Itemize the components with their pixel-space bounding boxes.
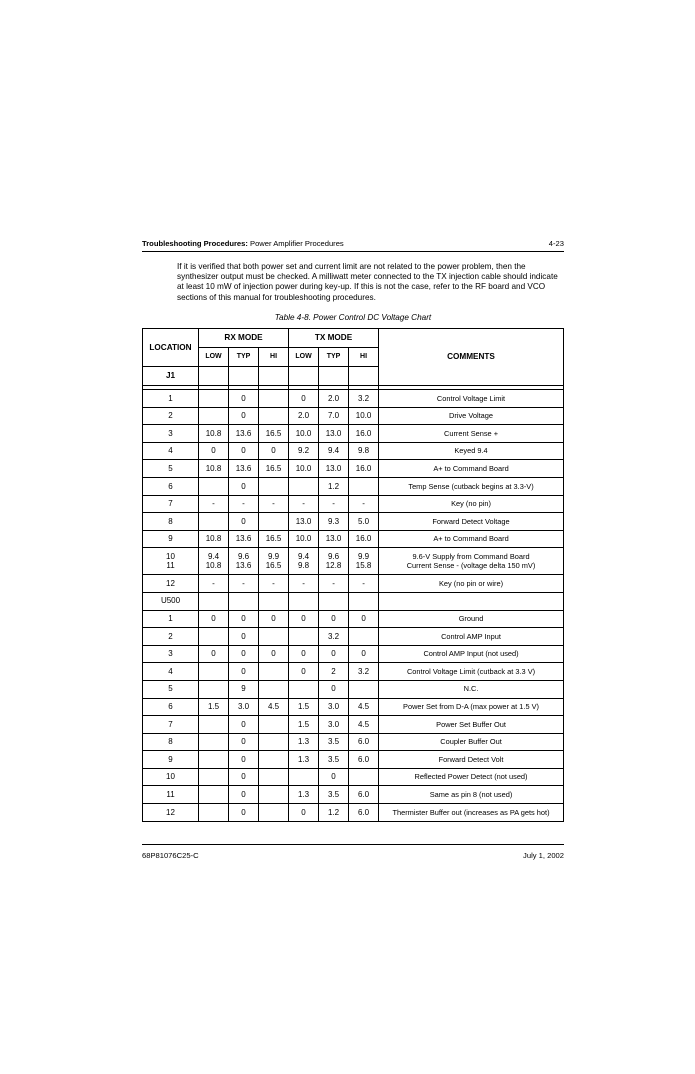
cell-tx-typ: 3.2 <box>319 628 349 646</box>
cell-tx-hi: 6.0 <box>349 733 379 751</box>
table-row <box>143 460 564 478</box>
cell-location: 3 <box>143 645 199 663</box>
cell-rx-typ: 9 <box>229 680 259 698</box>
cell-rx-typ: 0 <box>229 610 259 628</box>
cell-rx-typ: - <box>229 575 259 593</box>
cell-tx-hi <box>349 768 379 786</box>
table-body <box>143 386 564 822</box>
cell-rx-low <box>199 786 229 804</box>
cell-comment: Control AMP Input (not used) <box>379 645 564 663</box>
cell-tx-hi: 3.2 <box>349 390 379 408</box>
cell-tx-typ: 3.5 <box>319 751 349 769</box>
cell-tx-hi: - <box>349 575 379 593</box>
cell-rx-low: - <box>199 495 229 513</box>
table-row <box>143 680 564 698</box>
cell-tx-hi: 0 <box>349 610 379 628</box>
cell-comment: Key (no pin) <box>379 495 564 513</box>
cell-rx-hi <box>259 628 289 646</box>
cell-tx-typ: 13.0 <box>319 425 349 443</box>
page-footer <box>142 844 564 860</box>
cell-location: 3 <box>143 425 199 443</box>
cell-tx-low: 1.3 <box>289 733 319 751</box>
cell-tx-typ: - <box>319 575 349 593</box>
section-empty-cell <box>199 592 229 610</box>
section-empty-cell <box>319 367 349 386</box>
cell-rx-typ: 13.6 <box>229 425 259 443</box>
cell-tx-hi: 16.0 <box>349 460 379 478</box>
intro-paragraph: If it is verified that both power set and current limit are not related to the power problem, then the synthesizer output must be checked. A milliwatt meter connected to the TX injection cable should indicate at least 10 mW of injection power during key-up. If this is not the case, refer to the RF board and VCO sections of this manual for troubleshooting procedures. <box>177 262 558 302</box>
cell-comment-line: 9.6-V Supply from Command Board <box>412 551 530 561</box>
table-row <box>143 548 564 575</box>
cell-comment <box>379 548 564 575</box>
cell-rx-hi <box>259 407 289 425</box>
table-row <box>143 495 564 513</box>
section-empty-cell <box>199 367 229 386</box>
cell-comment: Temp Sense (cutback begins at 3.3-V) <box>379 477 564 495</box>
header-rx-typ: TYP <box>229 348 259 367</box>
cell-comment: Keyed 9.4 <box>379 442 564 460</box>
header-rx-hi: HI <box>259 348 289 367</box>
cell-tx-typ: 0 <box>319 645 349 663</box>
cell-tx-hi: 16.0 <box>349 530 379 548</box>
cell-rx-typ-line: 9.6 <box>237 551 250 561</box>
cell-rx-low <box>199 680 229 698</box>
section-empty-cell <box>289 592 319 610</box>
section-label: U500 <box>143 592 199 610</box>
cell-rx-typ: 0 <box>229 477 259 495</box>
cell-tx-typ: 0 <box>319 680 349 698</box>
cell-tx-typ: 13.0 <box>319 530 349 548</box>
cell-rx-hi-line: 9.9 <box>267 551 280 561</box>
cell-rx-typ: 0 <box>229 733 259 751</box>
cell-location: 5 <box>143 460 199 478</box>
footer-doc-number: 68P81076C25-C <box>142 851 199 860</box>
cell-tx-typ: 3.5 <box>319 733 349 751</box>
cell-tx-hi: - <box>349 495 379 513</box>
cell-tx-typ: 3.0 <box>319 716 349 734</box>
cell-tx-low: 10.0 <box>289 460 319 478</box>
section-empty-cell <box>289 367 319 386</box>
cell-tx-typ: 0 <box>319 768 349 786</box>
cell-tx-low <box>289 768 319 786</box>
cell-tx-hi: 0 <box>349 645 379 663</box>
cell-tx-low <box>289 680 319 698</box>
table-row <box>143 442 564 460</box>
cell-tx-low: 0 <box>289 663 319 681</box>
cell-tx-typ: 2.0 <box>319 390 349 408</box>
cell-tx-hi <box>349 477 379 495</box>
table-row <box>143 513 564 531</box>
section-empty-cell <box>319 592 349 610</box>
cell-location: 12 <box>143 804 199 822</box>
cell-tx-low: - <box>289 495 319 513</box>
cell-rx-low: 10.8 <box>199 425 229 443</box>
cell-tx-hi: 9.8 <box>349 442 379 460</box>
section-empty-cell <box>379 592 564 610</box>
cell-rx-hi <box>259 390 289 408</box>
cell-rx-typ: 3.0 <box>229 698 259 716</box>
cell-comment-line: Current Sense - (voltage delta 150 mV) <box>406 561 536 571</box>
voltage-chart-table <box>142 328 564 822</box>
cell-rx-hi <box>259 663 289 681</box>
cell-tx-typ: 3.0 <box>319 698 349 716</box>
cell-tx-low: 1.3 <box>289 751 319 769</box>
cell-comment: N.C. <box>379 680 564 698</box>
table-row <box>143 716 564 734</box>
cell-rx-low: 0 <box>199 645 229 663</box>
cell-tx-hi: 6.0 <box>349 751 379 769</box>
table-row <box>143 786 564 804</box>
cell-location: 4 <box>143 663 199 681</box>
cell-location: 12 <box>143 575 199 593</box>
cell-tx-low-line: 9.8 <box>297 561 310 571</box>
cell-rx-hi: - <box>259 495 289 513</box>
cell-tx-typ: 7.0 <box>319 407 349 425</box>
section-label-row <box>143 592 564 610</box>
cell-comment: Control Voltage Limit <box>379 390 564 408</box>
header-page-number: 4-23 <box>548 239 564 248</box>
section-empty-cell <box>349 592 379 610</box>
cell-rx-low: 0 <box>199 610 229 628</box>
cell-tx-hi <box>349 628 379 646</box>
cell-rx-low-line: 10.8 <box>205 561 222 571</box>
cell-rx-hi <box>259 768 289 786</box>
cell-rx-hi <box>259 804 289 822</box>
cell-location: 6 <box>143 477 199 495</box>
section-empty-cell <box>259 592 289 610</box>
cell-rx-low <box>199 407 229 425</box>
cell-tx-low: 13.0 <box>289 513 319 531</box>
cell-tx-typ: 13.0 <box>319 460 349 478</box>
cell-rx-hi: 0 <box>259 442 289 460</box>
cell-rx-hi-line: 16.5 <box>265 561 282 571</box>
cell-rx-typ: 13.6 <box>229 530 259 548</box>
section-label-j1: J1 <box>143 367 199 386</box>
cell-location: 10 <box>143 768 199 786</box>
cell-tx-typ: 3.5 <box>319 786 349 804</box>
cell-rx-typ: 0 <box>229 716 259 734</box>
cell-tx-typ <box>319 548 349 575</box>
cell-comment: Power Set Buffer Out <box>379 716 564 734</box>
cell-location: 8 <box>143 513 199 531</box>
table-row <box>143 768 564 786</box>
cell-rx-low <box>199 751 229 769</box>
cell-tx-hi <box>349 680 379 698</box>
header-comments: COMMENTS <box>379 329 564 386</box>
section-empty-cell <box>229 367 259 386</box>
cell-rx-typ: 0 <box>229 513 259 531</box>
cell-comment: Same as pin 8 (not used) <box>379 786 564 804</box>
cell-tx-typ-line: 9.6 <box>327 551 340 561</box>
table-row <box>143 645 564 663</box>
cell-rx-typ: 0 <box>229 768 259 786</box>
header-location: LOCATION <box>143 329 199 367</box>
cell-tx-low: 10.0 <box>289 530 319 548</box>
cell-tx-hi: 5.0 <box>349 513 379 531</box>
cell-rx-low <box>199 548 229 575</box>
cell-location: 11 <box>143 786 199 804</box>
cell-tx-hi <box>349 548 379 575</box>
cell-location: 9 <box>143 751 199 769</box>
table-row <box>143 804 564 822</box>
table-row <box>143 733 564 751</box>
cell-tx-low: - <box>289 575 319 593</box>
cell-tx-typ: 1.2 <box>319 477 349 495</box>
cell-location-line: 10 <box>166 551 175 561</box>
cell-tx-hi: 3.2 <box>349 663 379 681</box>
cell-rx-typ: 0 <box>229 442 259 460</box>
cell-rx-typ: - <box>229 495 259 513</box>
cell-tx-low <box>289 628 319 646</box>
table-row <box>143 610 564 628</box>
cell-rx-hi <box>259 477 289 495</box>
header-rx-mode: RX MODE <box>199 329 289 348</box>
table-row <box>143 698 564 716</box>
section-empty-cell <box>229 592 259 610</box>
cell-rx-low <box>199 804 229 822</box>
cell-comment: Current Sense + <box>379 425 564 443</box>
cell-rx-hi: 16.5 <box>259 530 289 548</box>
header-tx-hi: HI <box>349 348 379 367</box>
cell-rx-hi: 16.5 <box>259 460 289 478</box>
page-header <box>142 237 564 252</box>
cell-rx-typ: 0 <box>229 786 259 804</box>
cell-comment: Forward Detect Voltage <box>379 513 564 531</box>
cell-comment: A+ to Command Board <box>379 530 564 548</box>
cell-comment: Coupler Buffer Out <box>379 733 564 751</box>
cell-rx-low-line: 9.4 <box>207 551 220 561</box>
cell-rx-hi: 4.5 <box>259 698 289 716</box>
cell-tx-low-line: 9.4 <box>297 551 310 561</box>
cell-rx-hi <box>259 751 289 769</box>
cell-rx-low: 10.8 <box>199 460 229 478</box>
cell-comment: Control Voltage Limit (cutback at 3.3 V) <box>379 663 564 681</box>
cell-rx-typ: 0 <box>229 628 259 646</box>
cell-tx-low: 1.5 <box>289 716 319 734</box>
cell-rx-low <box>199 733 229 751</box>
table-row <box>143 628 564 646</box>
cell-tx-typ: 9.4 <box>319 442 349 460</box>
cell-location: 8 <box>143 733 199 751</box>
cell-location-line: 11 <box>166 561 175 571</box>
table-row <box>143 575 564 593</box>
cell-location <box>143 548 199 575</box>
table-row <box>143 425 564 443</box>
cell-rx-hi: - <box>259 575 289 593</box>
cell-rx-low <box>199 768 229 786</box>
section-empty-cell <box>349 367 379 386</box>
cell-rx-low: - <box>199 575 229 593</box>
cell-rx-typ: 0 <box>229 407 259 425</box>
cell-rx-hi <box>259 786 289 804</box>
cell-rx-hi <box>259 733 289 751</box>
cell-rx-typ: 0 <box>229 663 259 681</box>
cell-rx-low <box>199 716 229 734</box>
cell-comment: Drive Voltage <box>379 407 564 425</box>
cell-comment: Thermister Buffer out (increases as PA gets hot) <box>379 804 564 822</box>
cell-rx-low <box>199 628 229 646</box>
cell-location: 7 <box>143 495 199 513</box>
cell-comment: Key (no pin or wire) <box>379 575 564 593</box>
cell-tx-low: 2.0 <box>289 407 319 425</box>
cell-rx-low <box>199 477 229 495</box>
cell-rx-low: 10.8 <box>199 530 229 548</box>
cell-tx-low: 1.3 <box>289 786 319 804</box>
header-section-title <box>142 239 344 248</box>
cell-comment: A+ to Command Board <box>379 460 564 478</box>
table-row <box>143 751 564 769</box>
cell-rx-hi <box>259 680 289 698</box>
cell-rx-typ: 0 <box>229 804 259 822</box>
cell-location: 9 <box>143 530 199 548</box>
cell-tx-hi-line: 15.8 <box>355 561 372 571</box>
cell-location: 6 <box>143 698 199 716</box>
header-tx-mode: TX MODE <box>289 329 379 348</box>
table-row <box>143 663 564 681</box>
section-empty-cell <box>259 367 289 386</box>
cell-tx-low: 10.0 <box>289 425 319 443</box>
cell-tx-low: 1.5 <box>289 698 319 716</box>
cell-tx-typ-line: 12.8 <box>325 561 342 571</box>
cell-rx-low: 0 <box>199 442 229 460</box>
cell-tx-hi-line: 9.9 <box>357 551 370 561</box>
cell-comment: Ground <box>379 610 564 628</box>
cell-rx-typ: 0 <box>229 645 259 663</box>
cell-tx-low: 0 <box>289 804 319 822</box>
cell-location: 1 <box>143 390 199 408</box>
cell-rx-hi <box>259 548 289 575</box>
cell-rx-hi: 0 <box>259 610 289 628</box>
cell-rx-hi: 16.5 <box>259 425 289 443</box>
cell-location: 1 <box>143 610 199 628</box>
cell-tx-low: 0 <box>289 390 319 408</box>
table-caption: Table 4-8. Power Control DC Voltage Chart <box>274 313 432 322</box>
cell-rx-typ <box>229 548 259 575</box>
cell-tx-low: 9.2 <box>289 442 319 460</box>
cell-tx-low: 0 <box>289 610 319 628</box>
cell-rx-hi <box>259 513 289 531</box>
cell-rx-low: 1.5 <box>199 698 229 716</box>
table-row <box>143 530 564 548</box>
cell-tx-typ: 9.3 <box>319 513 349 531</box>
cell-tx-hi: 16.0 <box>349 425 379 443</box>
cell-comment: Power Set from D-A (max power at 1.5 V) <box>379 698 564 716</box>
header-rx-low: LOW <box>199 348 229 367</box>
cell-tx-typ: 0 <box>319 610 349 628</box>
cell-tx-low <box>289 477 319 495</box>
footer-date: July 1, 2002 <box>523 851 564 860</box>
table-row <box>143 407 564 425</box>
table-row <box>143 477 564 495</box>
cell-comment: Control AMP Input <box>379 628 564 646</box>
cell-rx-typ: 13.6 <box>229 460 259 478</box>
cell-tx-hi: 4.5 <box>349 716 379 734</box>
cell-rx-low <box>199 513 229 531</box>
cell-tx-hi: 10.0 <box>349 407 379 425</box>
cell-rx-typ-line: 13.6 <box>235 561 252 571</box>
cell-rx-hi: 0 <box>259 645 289 663</box>
cell-location: 4 <box>143 442 199 460</box>
header-tx-low: LOW <box>289 348 319 367</box>
cell-location: 2 <box>143 628 199 646</box>
cell-tx-typ: 1.2 <box>319 804 349 822</box>
header-section-bold: Troubleshooting Procedures: <box>142 239 248 248</box>
cell-location: 2 <box>143 407 199 425</box>
cell-tx-low <box>289 548 319 575</box>
header-tx-typ: TYP <box>319 348 349 367</box>
cell-rx-low <box>199 390 229 408</box>
cell-rx-typ: 0 <box>229 751 259 769</box>
cell-location: 5 <box>143 680 199 698</box>
cell-comment: Forward Detect Volt <box>379 751 564 769</box>
header-section-rest: Power Amplifier Procedures <box>247 239 344 248</box>
cell-tx-hi: 6.0 <box>349 786 379 804</box>
cell-tx-hi: 6.0 <box>349 804 379 822</box>
cell-tx-hi: 4.5 <box>349 698 379 716</box>
cell-tx-typ: - <box>319 495 349 513</box>
cell-location: 7 <box>143 716 199 734</box>
cell-tx-typ: 2 <box>319 663 349 681</box>
cell-rx-hi <box>259 716 289 734</box>
table-row <box>143 390 564 408</box>
cell-rx-low <box>199 663 229 681</box>
cell-rx-typ: 0 <box>229 390 259 408</box>
cell-comment: Reflected Power Detect (not used) <box>379 768 564 786</box>
cell-tx-low: 0 <box>289 645 319 663</box>
